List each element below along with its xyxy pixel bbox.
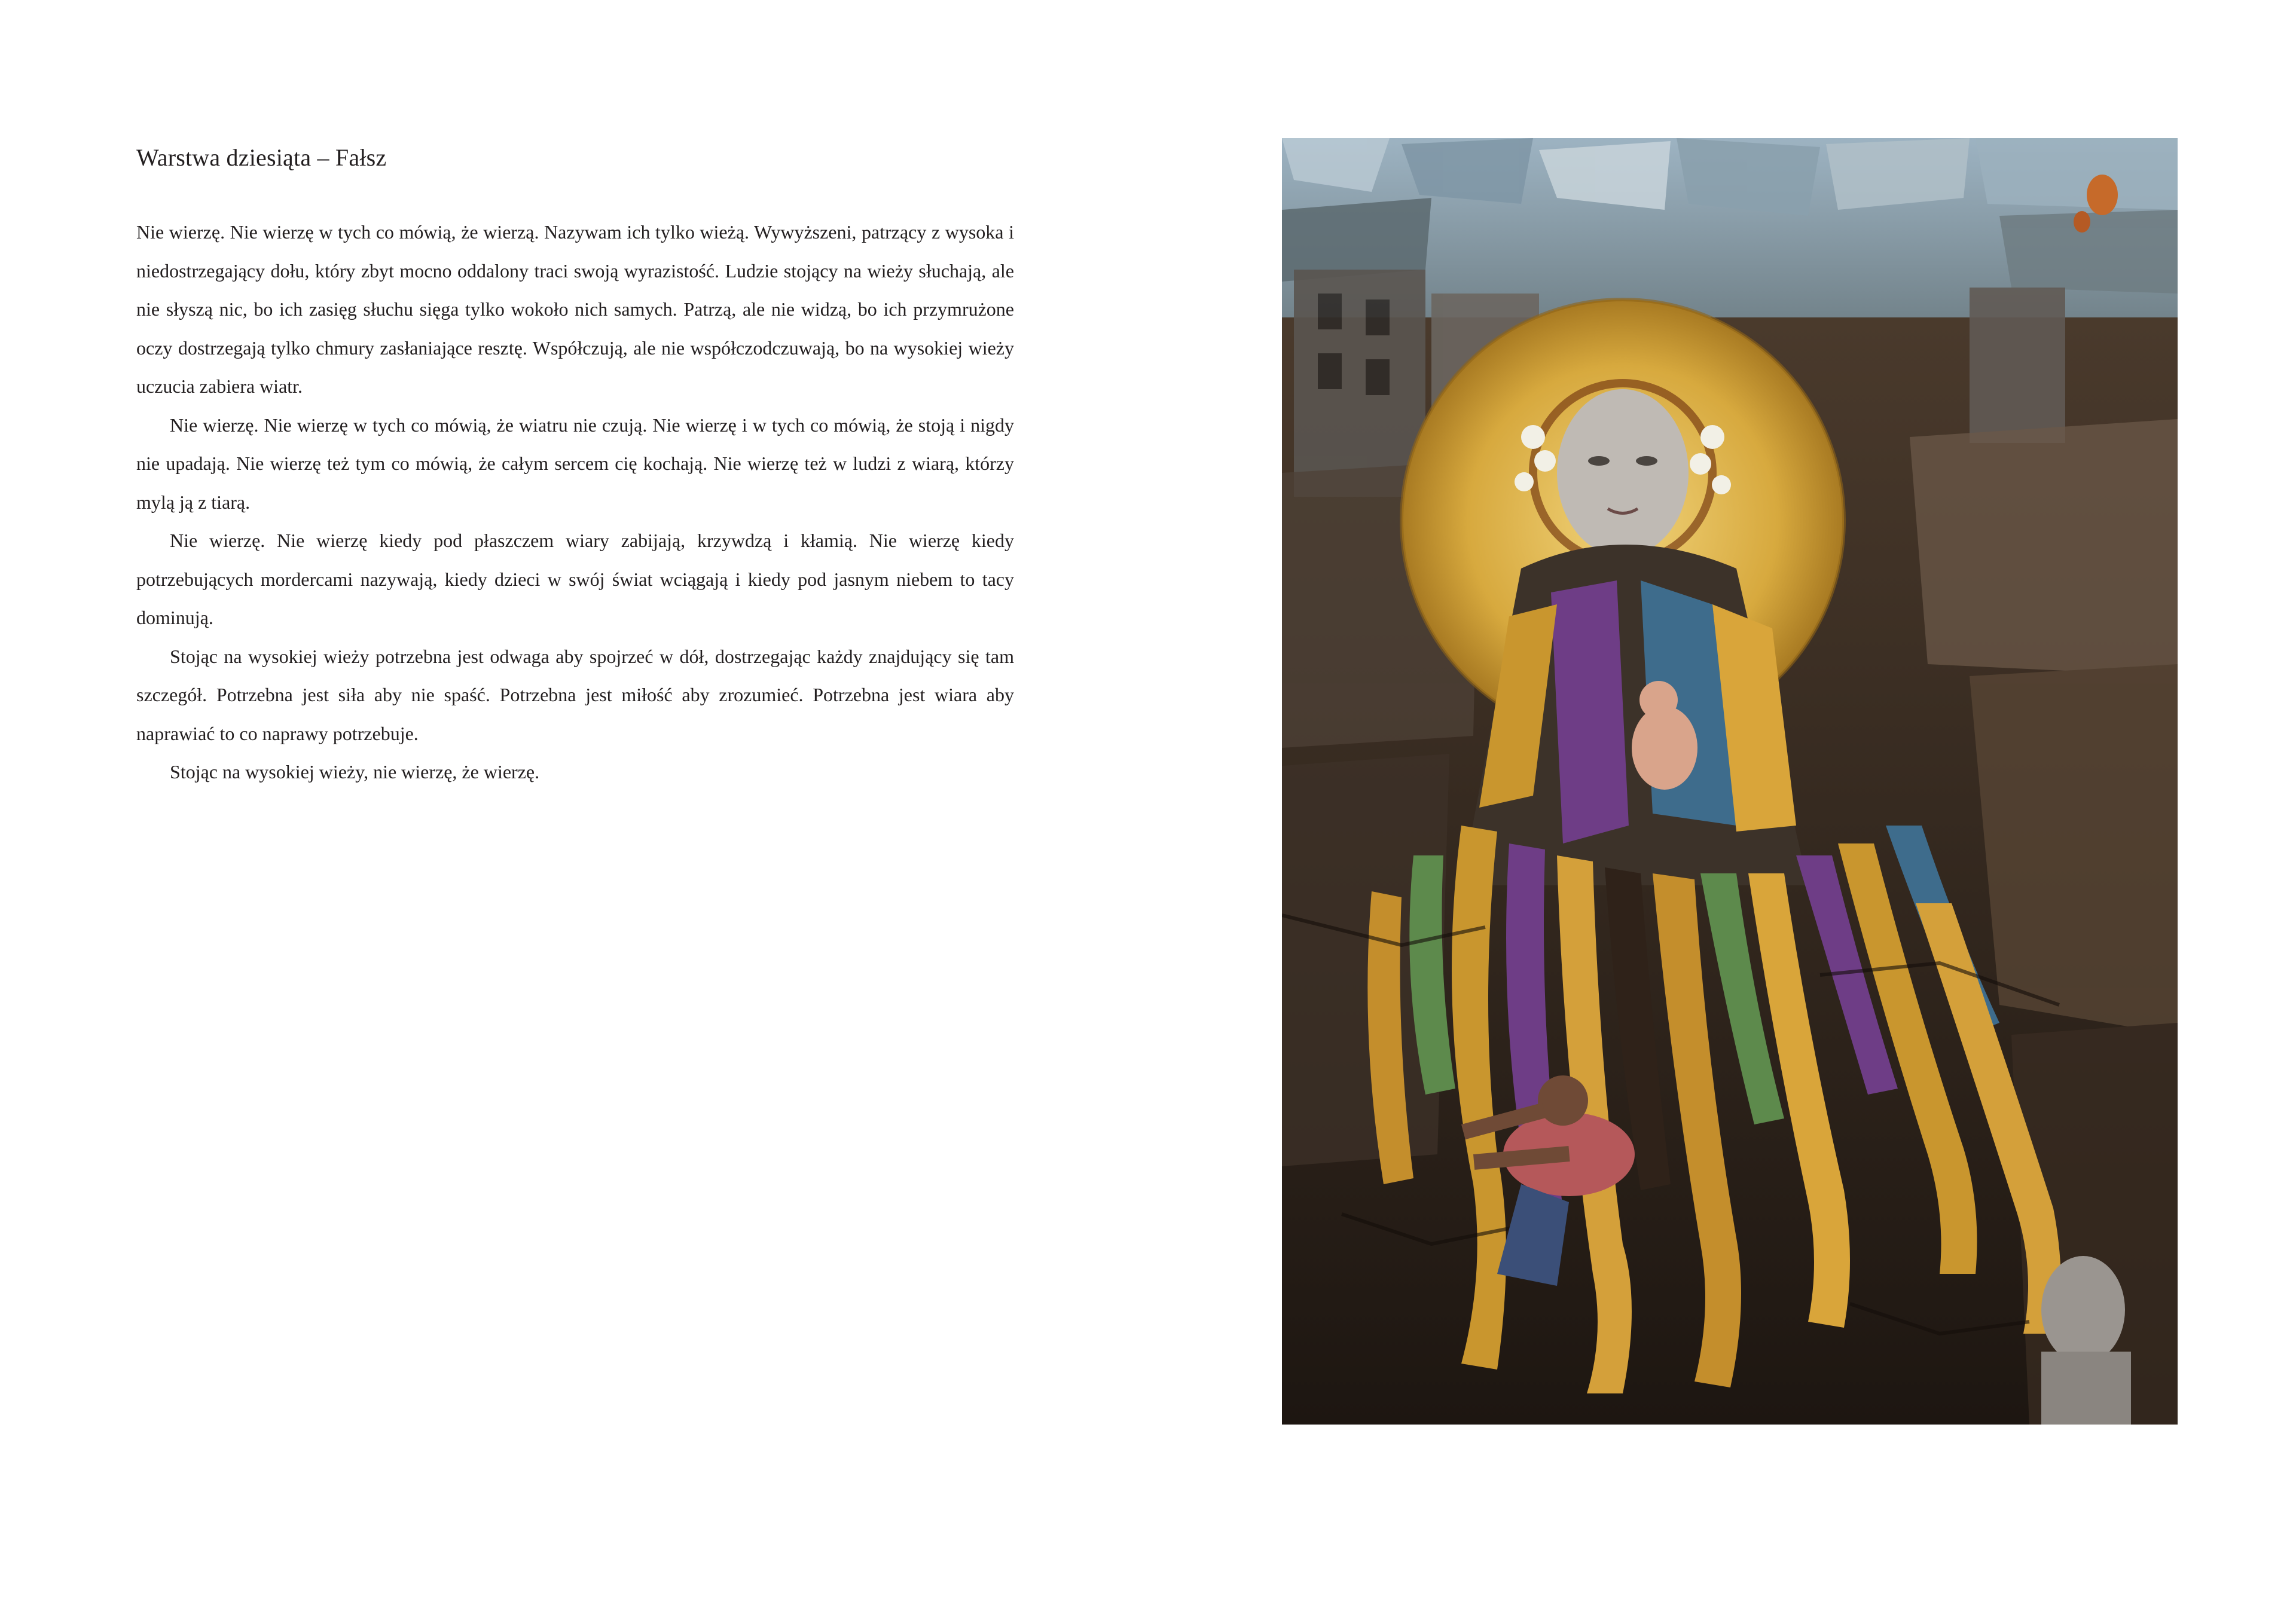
paragraph: Nie wierzę. Nie wierzę w tych co mówią, że wierzą. Nazywam ich tylko wieżą. Wywyższeni, patrzący z wysoka i niedostrzegający dołu, który zbyt mocno oddalony traci swoją wyrazistość. Ludzie stojący na wieży słuchają, ale nie słyszą nic, bo ich zasięg słuchu sięga tylko wokoło nich samych. Patrzą, ale nie widzą, bo ich przymrużone oczy dostrzegają tylko chmury zasłaniające resztę. Współczują, ale nie współczodczuwają, bo na wysokiej wieży uczucia zabiera wiatr. <box>136 221 1014 397</box>
chapter-title: Warstwa dziesiąta – Fałsz <box>136 144 387 171</box>
paragraph: Nie wierzę. Nie wierzę w tych co mówią, że wiatru nie czują. Nie wierzę i w tych co mówią, że stoją i nigdy nie upadają. Nie wierzę też tym co mówią, że całym sercem cię kochają. Nie wierzę też w ludzi z wiarą, którzy mylą ją z tiarą. <box>136 414 1014 513</box>
paragraph: Stojąc na wysokiej wieży, nie wierzę, że wierzę. <box>170 761 540 783</box>
collage-artwork <box>1282 138 2178 1425</box>
balloon <box>2074 211 2090 233</box>
body-text <box>136 213 1014 791</box>
text-page <box>136 142 1014 791</box>
statue-figure <box>2041 1256 2131 1425</box>
paragraph: Nie wierzę. Nie wierzę kiedy pod płaszczem wiary zabijają, krzywdzą i kłamią. Nie wierzę kiedy potrzebujących mordercami nazywają, kiedy dzieci w swój świat wciągają i kiedy pod jasnym niebem to tacy dominują. <box>136 530 1014 628</box>
madonna-face <box>1557 389 1689 557</box>
balloon <box>2087 175 2118 215</box>
collage-illustration <box>1282 138 2178 1425</box>
paragraph: Stojąc na wysokiej wieży potrzebna jest odwaga aby spojrzeć w dół, dostrzegając każdy znajdujący się tam szczegół. Potrzebna jest siła aby nie spaść. Potrzebna jest miłość aby zrozumieć. Potrzebna jest wiara aby naprawiać to co naprawy potrzebuje. <box>136 645 1014 744</box>
cherub <box>1632 706 1697 790</box>
